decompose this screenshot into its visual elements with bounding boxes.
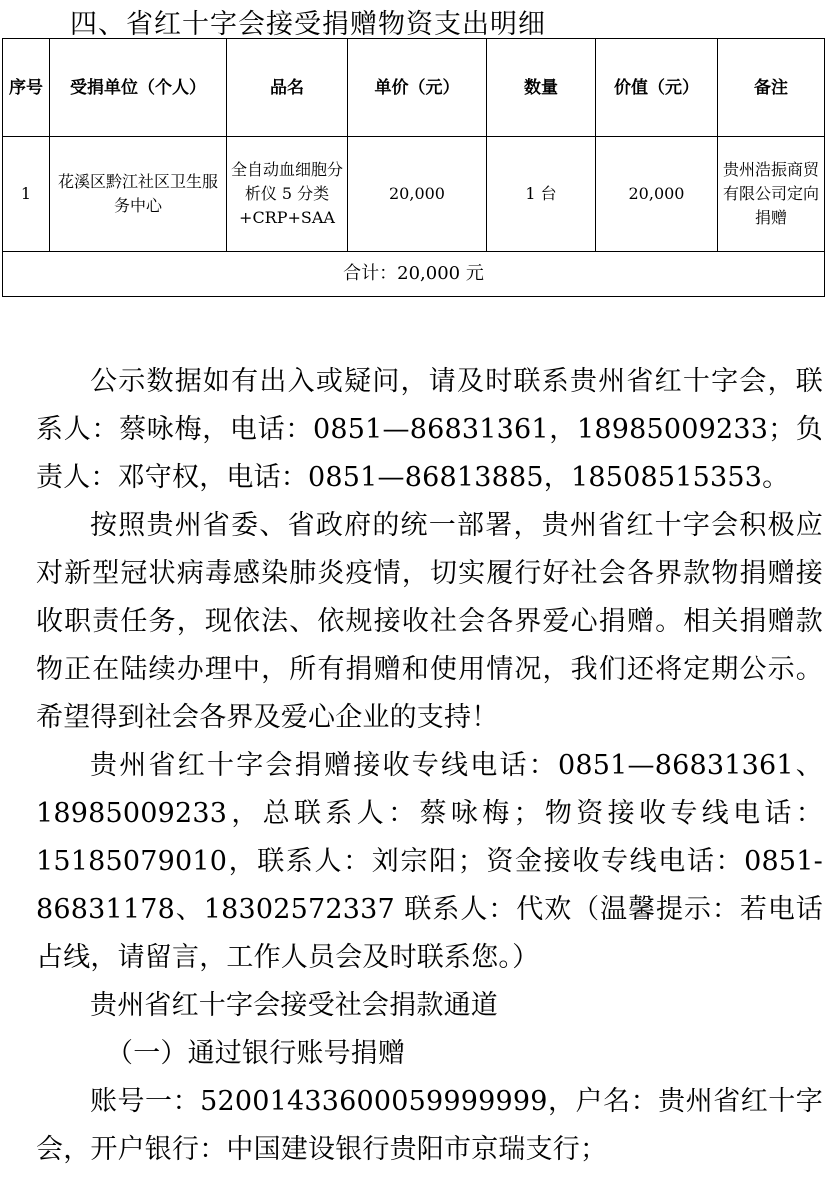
cell-item (227, 137, 348, 252)
header-item: 品名 (227, 39, 348, 137)
donation-channel-title: 贵州省红十字会接受社会捐款通道 (90, 990, 498, 1021)
cell-quantity: 1 台 (487, 137, 596, 252)
header-seq: 序号 (3, 39, 50, 137)
contact-paragraph: 公示数据如有出入或疑问，请及时联系贵州省红十字会，联系人：蔡咏梅，电话：0851—86831361，18985009233；负责人：邓守权，电话：0851—86813885，18508515353。 (36, 366, 823, 493)
header-unit-price: 单价（元） (348, 39, 487, 137)
hotline-paragraph: 贵州省红十字会捐赠接收专线电话：0851—86831361、18985009233，总联系人：蔡咏梅；物资接收专线电话：15185079010，联系人：刘宗阳；资金接收专线电话：0851-86831178、18302572337 联系人：代欢（温馨提示：若电话占线，请留言，工作人员会及时联系您。） (36, 750, 823, 973)
announcement-body (36, 358, 823, 1174)
total-cell: 合计：20,000 元 (3, 252, 825, 297)
cell-seq: 1 (3, 137, 50, 252)
statement-paragraph: 按照贵州省委、省政府的统一部署，贵州省红十字会积极应对新型冠状病毒感染肺炎疫情，切实履行好社会各界款物捐赠接收职责任务，现依法、依规接收社会各界爱心捐赠。相关捐赠款物正在陆续办理中，所有捐赠和使用情况，我们还将定期公示。希望得到社会各界及爱心企业的支持！ (36, 510, 823, 733)
cell-item-name: 全自动血细胞分析仪 5 分类 (230, 160, 343, 203)
account-one-paragraph: 账号一：52001433600059999999，户名：贵州省红十字会，开户银行：中国建设银行贵阳市京瑞支行； (36, 1086, 823, 1165)
cell-value: 20,000 (596, 137, 718, 252)
bank-transfer-subtitle: （一）通过银行账号捐赠 (106, 1038, 406, 1069)
donation-expenditure-table (2, 38, 825, 297)
section-title: 四、省红十字会接受捐赠物资支出明细 (70, 9, 546, 40)
header-value: 价值（元） (596, 39, 718, 137)
cell-item-spec: +CRP+SAA (239, 208, 335, 227)
header-quantity: 数量 (487, 39, 596, 137)
cell-remark: 贵州浩振商贸有限公司定向捐赠 (718, 137, 825, 252)
header-remark: 备注 (718, 39, 825, 137)
table-row (3, 137, 825, 252)
cell-recipient: 花溪区黔江社区卫生服务中心 (50, 137, 227, 252)
table-total-row (3, 252, 825, 297)
header-recipient: 受捐单位（个人） (50, 39, 227, 137)
table-header-row (3, 39, 825, 137)
cell-unit-price: 20,000 (348, 137, 487, 252)
